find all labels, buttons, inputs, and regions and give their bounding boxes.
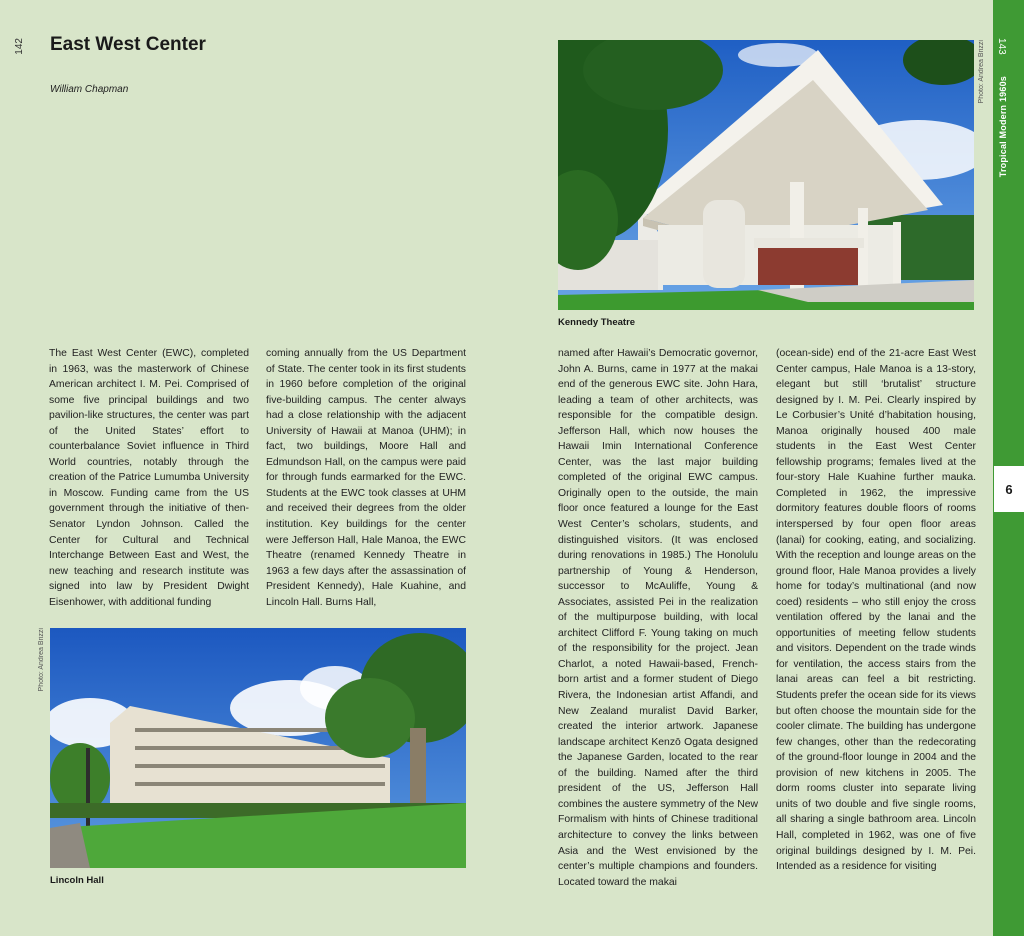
text-column-3: named after Hawaii’s Democratic governor, John A. Burns, came in 1977 at the makai end of the generous EWC site. John Hara, leading a team of other architects, was responsible for the compatible design. Jefferson Hall, which now houses the Hawaii Imin International Conference Center, was the last major building completed of the original EWC campus. Originally open to the outside, the main floor once featured a lounge for the East West Center’s scholars, students, and distinguished visitors. (It was enclosed during renovations in 1985.) The Honolulu partnership of Young & Henderson, successor to McAuliffe, Young & Associates, assisted Pei in the realization of the multipurpose building, with local architect Clifford F. Young taking on much of the responsibility for the project. Jean Charlot, a noted Hawaii-based, French-born artist and a former student of Diego Rivera, the Indonesian artist Affandi, and New Zealand muralist David Barker, created the interior artwork. Japanese landscape architect Kenzō Ogata designed the Japanese Garden, located to the rear of the building. Named after the third president of the US, Jefferson Hall combines the austere symmetry of the New Formalism with hints of Chinese traditional architecture to convey the links between Asia and the West envisioned by the center’s multiple champions and founders. Located toward the makai bbox=[558, 348, 758, 888]
lincoln-hall-photo bbox=[50, 628, 466, 868]
kennedy-photo-caption: Kennedy Theatre bbox=[558, 317, 636, 328]
article-title: East West Center bbox=[50, 34, 206, 55]
text-column-4: (ocean-side) end of the 21-acre East West Center campus, Hale Manoa is a 13-story, elegant but still ‘brutalist’ structure designed by I. M. Pei. Clearly inspired by Le Corbusier’s Unité d’habitation housing, Manoa originally housed 400 male students in the East West Center fellowship programs; females lived at the four-story Hale Kuahine further mauka. Completed in 1962, the impressive dormitory features double floors of rooms interspersed by four open floor areas (lanai) for cooking, eating, and socializing. With the reception and lounge areas on the ground floor, Hale Manoa provides a lively home for today’s multinational (and now coed) residents – who still enjoy the cross ventilation offered by the lanai and the opportunities of meeting fellow students and visitors. Dependent on the trade winds for ventilation, the access stairs from the lanai areas can feel a bit restricting. Students prefer the ocean side for its views but often choose the mountain side for the cooler climate. The building has undergone few changes, other than the redecorating of the ground-floor lounge in 2004 and the provision of new kitchens in 2005. The dorm rooms cluster into separate living units of two double and five single rooms, all sharing a single bathroom area. Lincoln Hall, completed in 1962, was one of five original buildings designed by I. M. Pei. Intended as a residence for visiting bbox=[776, 348, 976, 873]
kennedy-photo-credit: Photo: Andrea Brizzi bbox=[978, 40, 985, 104]
chapter-tab: 6 bbox=[994, 466, 1024, 512]
lincoln-photo-credit: Photo: Andrea Brizzi bbox=[38, 628, 45, 692]
page-number-right: 143 bbox=[996, 38, 1007, 55]
text-column-2: coming annually from the US Department of State. The center took in its first students in 1960 before completion of the original five-building campus. The center always had a close relationship with the adjacent University of Hawaii at Manoa (UHM); in fact, two buildings, Moore Hall and Edmundson Hall, on the campus were paid for through funds earmarked for the EWC. Students at the EWC took classes at UHM and received their degrees from the older institution. Key buildings for the center were Jefferson Hall, Hale Manoa, the EWC Theatre (renamed Kennedy Theatre in 1963 a few days after the assassination of President Kennedy), Hale Kuahine, and Lincoln Hall. Burns Hall, bbox=[266, 348, 466, 608]
text-column-1: The East West Center (EWC), completed in 1963, was the masterwork of Chinese American architect I. M. Pei. Comprised of some five principal buildings and two pavilion-like structures, the center was part of the United States’ effort to counterbalance Soviet influence in Third World countries, notably through the creation of the Patrice Lumumba University in Moscow. Funding came from the US government through the initiative of then-Senator Lyndon Johnson. Called the Center for Cultural and Technical Interchange Between East and West, the new teaching and research institute was signed into law by President Dwight Eisenhower, with additional funding bbox=[49, 348, 249, 608]
kennedy-theatre-photo bbox=[558, 40, 974, 310]
page-number-left: 142 bbox=[14, 38, 25, 55]
section-label: Tropical Modern 1960s bbox=[998, 76, 1008, 178]
lincoln-photo-caption: Lincoln Hall bbox=[50, 875, 104, 886]
author-name: William Chapman bbox=[50, 84, 129, 95]
